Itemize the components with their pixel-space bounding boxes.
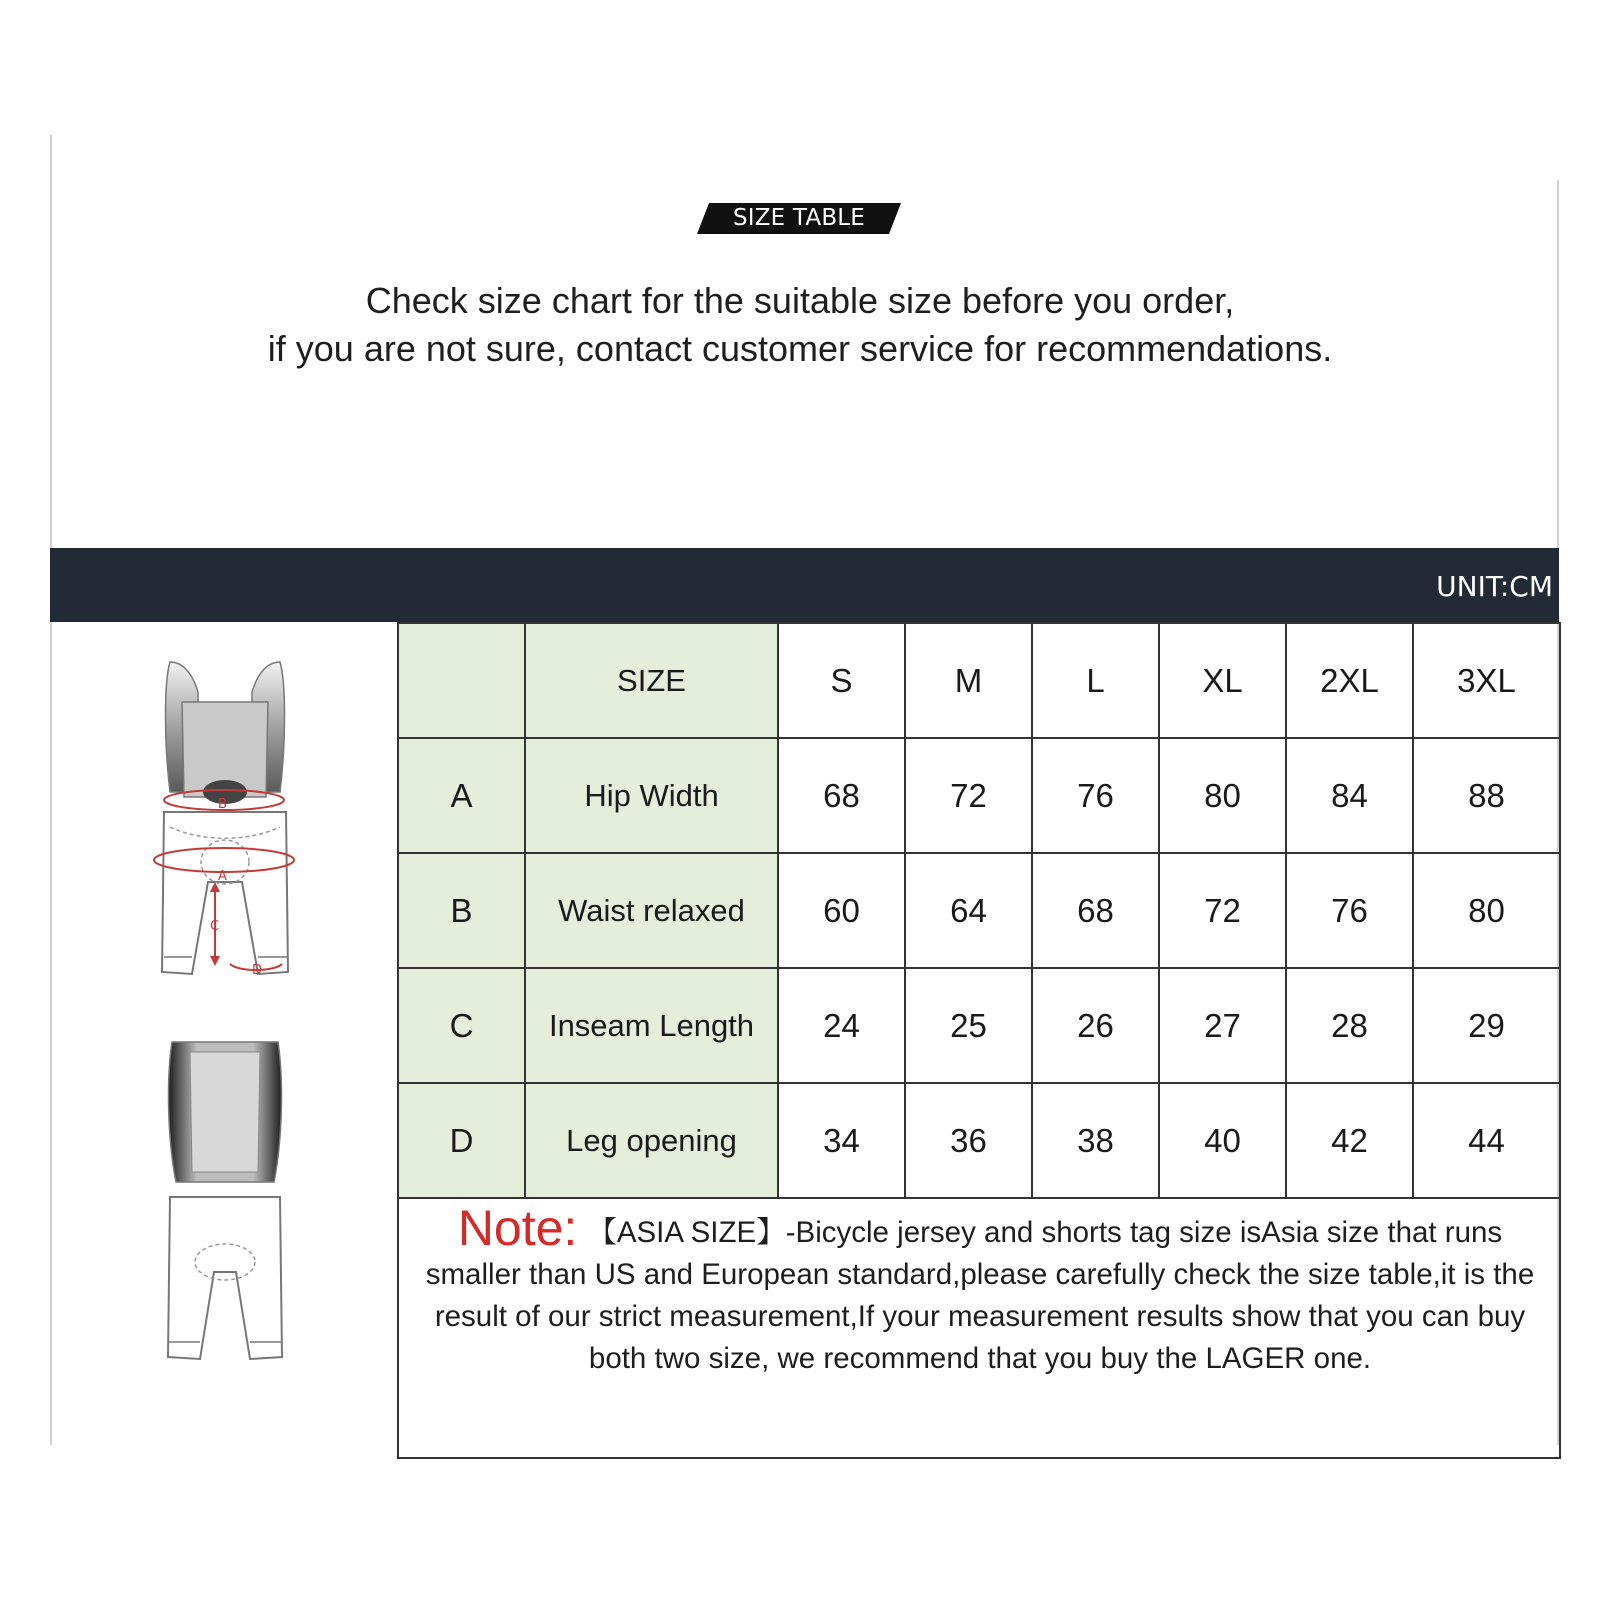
row-label-cell: Inseam Length [525,968,778,1083]
size-table-badge [697,203,901,234]
size-2xl-header: 2XL [1286,623,1413,738]
header-row [398,623,1560,738]
value-cell: 68 [778,738,905,853]
row-label-cell: Leg opening [525,1083,778,1198]
row-code-cell: B [398,853,525,968]
value-cell: 44 [1413,1083,1560,1198]
unit-band [50,548,1559,622]
value-cell: 27 [1159,968,1286,1083]
size-table [397,622,1561,1459]
note-text: 【ASIA SIZE】-Bicycle jersey and shorts tag size isAsia size that runs smaller than US and European standard,please carefully check the size table,it is the result of our strict measurement,If your measurement results show that you can buy both two size, we recommend that you buy the LAGER one. [425,1216,1535,1375]
value-cell: 38 [1032,1083,1159,1198]
row-label-cell: Waist relaxed [525,853,778,968]
value-cell: 80 [1159,738,1286,853]
note-row [398,1198,1560,1458]
bib-shorts-diagrams [52,622,397,1445]
note-cell [398,1198,1560,1458]
back-view-figure [168,1042,282,1359]
size-m-header: M [905,623,1032,738]
note-label: Note: [457,1200,578,1256]
front-view-figure [162,662,288,974]
mark-b: B [218,797,227,812]
unit-label: UNIT:CM [1436,570,1553,603]
table-row [398,738,1560,853]
intro-line-1: Check size chart for the suitable size before you order, [365,280,1235,321]
value-cell: 80 [1413,853,1560,968]
value-cell: 42 [1286,1083,1413,1198]
value-cell: 68 [1032,853,1159,968]
table-row [398,853,1560,968]
value-cell: 76 [1032,738,1159,853]
value-cell: 36 [905,1083,1032,1198]
value-cell: 76 [1286,853,1413,968]
size-3xl-header: 3XL [1413,623,1560,738]
value-cell: 34 [778,1083,905,1198]
value-cell: 84 [1286,738,1413,853]
value-cell: 72 [1159,853,1286,968]
row-code-cell: A [398,738,525,853]
mark-c: C [210,919,220,934]
table-row [398,968,1560,1083]
size-xl-header: XL [1159,623,1286,738]
mark-d: D [252,963,263,978]
row-code-cell: C [398,968,525,1083]
value-cell: 28 [1286,968,1413,1083]
size-l-header: L [1032,623,1159,738]
value-cell: 24 [778,968,905,1083]
value-cell: 25 [905,968,1032,1083]
badge-label: SIZE TABLE [732,205,866,231]
value-cell: 60 [778,853,905,968]
size-s-header: S [778,623,905,738]
value-cell: 64 [905,853,1032,968]
size-header-cell: SIZE [525,623,778,738]
value-cell: 88 [1413,738,1560,853]
header-corner-cell [398,623,525,738]
value-cell: 29 [1413,968,1560,1083]
table-row [398,1083,1560,1198]
mark-a: A [218,869,227,884]
row-label-cell: Hip Width [525,738,778,853]
value-cell: 72 [905,738,1032,853]
value-cell: 26 [1032,968,1159,1083]
intro-line-2: if you are not sure, contact customer service for recommendations. [267,328,1333,369]
garment-illustration-area [52,622,397,1445]
row-code-cell: D [398,1083,525,1198]
value-cell: 40 [1159,1083,1286,1198]
